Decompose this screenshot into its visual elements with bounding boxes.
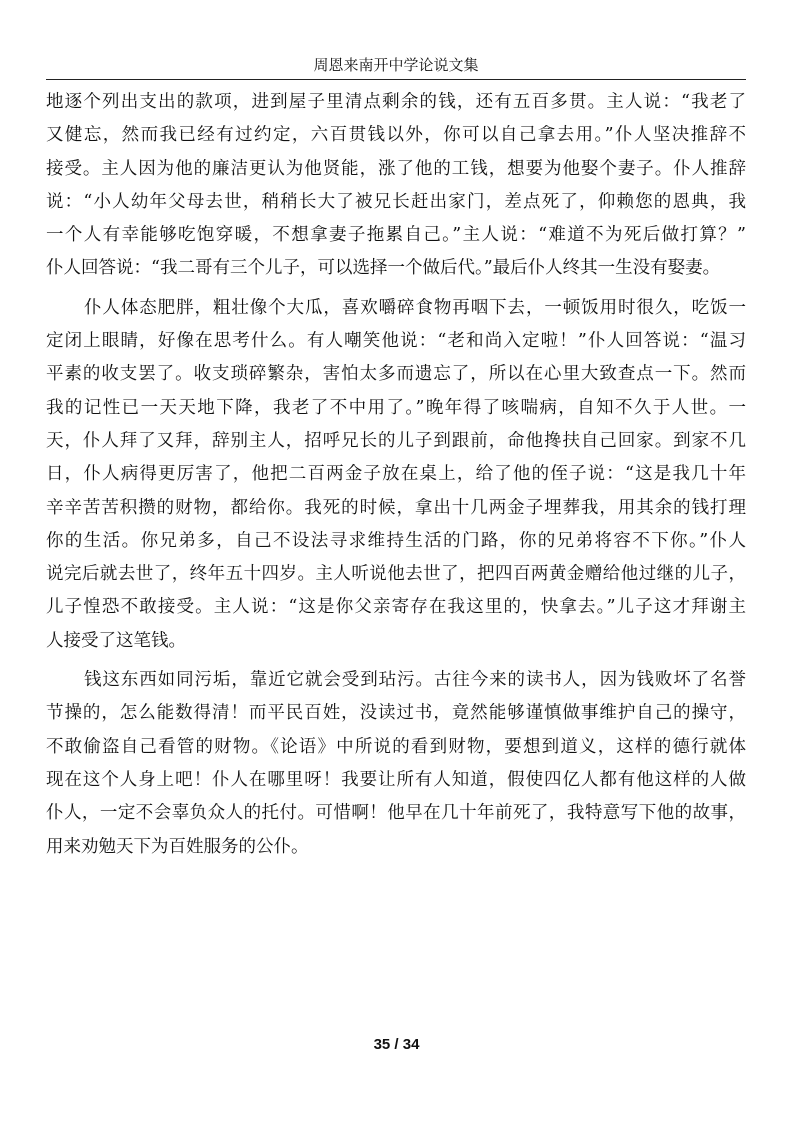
paragraph: [46, 292, 746, 658]
text-line: 现在这个人身上吧！仆人在哪里呀！我要让所有人知道，假使四亿人都有他这样的人做: [46, 769, 746, 790]
paragraph: [46, 86, 746, 286]
text-line: 定闭上眼睛，好像在思考什么。有人嘲笑他说：“老和尚入定啦！”仆人回答说：“温习: [46, 331, 746, 352]
text-line: 地逐个列出支出的款项，进到屋子里清点剩余的钱，还有五百多贯。主人说：“我老了: [46, 92, 746, 112]
text-line: 仆人回答说：“我二哥有三个儿子，可以选择一个做后代。”最后仆人终其一生没有娶妻。: [46, 258, 721, 279]
text-line: 人接受了这笔钱。: [46, 630, 186, 651]
paragraph: [46, 664, 746, 864]
text-line: 天，仆人拜了又拜，辞别主人，招呼兄长的儿子到跟前，命他搀扶自己回家。到家不几: [46, 430, 746, 451]
page-number: 35 / 34: [373, 1036, 420, 1053]
text-line: 用来劝勉天下为百姓服务的公仆。: [46, 836, 309, 857]
text-line: 我的记性已一天天地下降，我老了不中用了。”晚年得了咳喘病，自知不久于人世。一: [46, 397, 746, 418]
text-line: 钱这东西如同污垢，靠近它就会受到玷污。古往今来的读书人，因为钱败坏了名誉: [84, 670, 746, 691]
text-line: 说完后就去世了，终年五十四岁。主人听说他去世了，把四百两黄金赠给他过继的儿子，: [46, 564, 746, 585]
text-line: 平素的收支罢了。收支琐碎繁杂，害怕太多而遗忘了，所以在心里大致查点一下。然而: [46, 364, 746, 385]
text-line: 你的生活。你兄弟多，自己不设法寻求维持生活的门路，你的兄弟将容不下你。”仆人: [46, 530, 746, 551]
text-line: 日，仆人病得更厉害了，他把二百两金子放在桌上，给了他的侄子说：“这是我几十年: [46, 464, 746, 485]
text-line: 辛辛苦苦积攒的财物，都给你。我死的时候，拿出十几两金子埋葬我，用其余的钱打理: [46, 497, 746, 518]
text-line: 接受。主人因为他的廉洁更认为他贤能，涨了他的工钱，想要为他娶个妻子。仆人推辞: [46, 158, 746, 179]
document-body: [46, 86, 746, 864]
text-line: 儿子惶恐不敢接受。主人说：“这是你父亲寄存在我这里的，快拿去。”儿子这才拜谢主: [46, 597, 746, 618]
text-line: 仆人体态肥胖，粗壮像个大瓜，喜欢嚼碎食物再咽下去，一顿饭用时很久，吃饭一: [84, 297, 746, 318]
text-line: 仆人，一定不会辜负众人的托付。可惜啊！他早在几十年前死了，我特意写下他的故事，: [46, 803, 746, 824]
text-line: 又健忘，然而我已经有过约定，六百贯钱以外，你可以自己拿去用。”仆人坚决推辞不: [46, 125, 746, 146]
text-line: 不敢偷盗自己看管的财物。《论语》中所说的看到财物，要想到道义，这样的德行就体: [46, 736, 746, 757]
text-line: 一个人有幸能够吃饱穿暖，不想拿妻子拖累自己。”主人说：“难道不为死后做打算？”: [46, 225, 746, 246]
text-line: 节操的，怎么能数得清！而平民百姓，没读过书，竟然能够谨慎做事维护自己的操守，: [46, 703, 746, 724]
header-divider: [46, 79, 746, 80]
text-line: 说：“小人幼年父母去世，稍稍长大了被兄长赶出家门，差点死了，仰赖您的恩典，我: [46, 191, 746, 212]
page-header-title: 周恩来南开中学论说文集: [313, 56, 479, 74]
